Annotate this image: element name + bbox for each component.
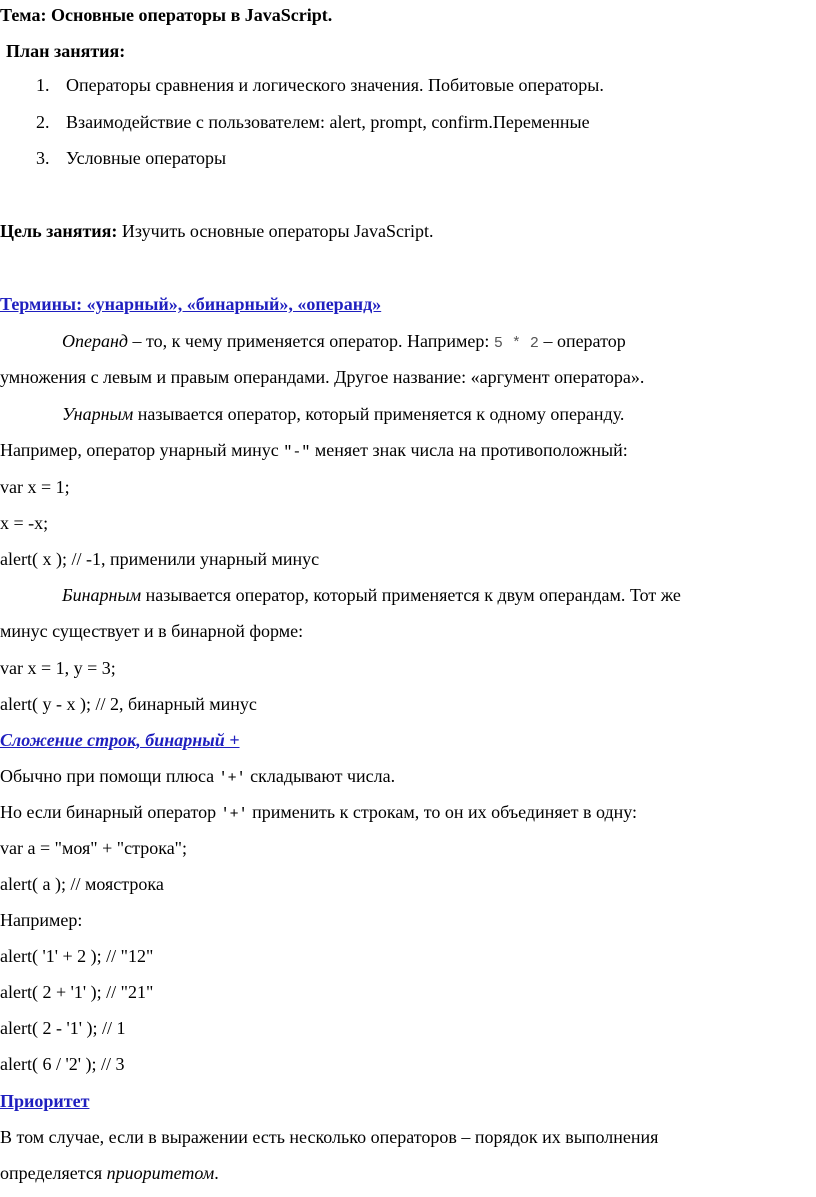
- code-line: alert( y - x ); // 2, бинарный минус: [0, 694, 257, 714]
- plan-item-3: [36, 147, 226, 169]
- plan-item-2: [36, 111, 590, 133]
- priority-line-2: [0, 1162, 219, 1184]
- priority-line-1: В том случае, если в выражении есть несколько операторов – порядок их выполнения: [0, 1127, 659, 1147]
- code-line: alert( 2 - '1' ); // 1: [0, 1018, 126, 1038]
- plan-item-text: Операторы сравнения и логического значения. Побитовые операторы.: [66, 75, 604, 95]
- plan-item-1: [36, 74, 604, 96]
- priority-text-b: .: [214, 1163, 219, 1183]
- goal-line: [0, 220, 434, 242]
- unary-text-b: меняет знак числа на противоположный:: [310, 440, 628, 460]
- code-line: var x = 1;: [0, 477, 70, 497]
- goal-label: Цель занятия:: [0, 221, 118, 241]
- unary-line-2: [0, 439, 628, 464]
- concat-heading-link[interactable]: Сложение строк, бинарный +: [0, 730, 240, 750]
- binary-term: Бинарным: [62, 585, 142, 605]
- code-line: alert( a ); // моястрока: [0, 874, 164, 894]
- terms-heading-link[interactable]: Термины: «унарный», «бинарный», «операнд»: [0, 294, 382, 314]
- unary-text-a: Например, оператор унарный минус: [0, 440, 284, 460]
- plus-code: '+': [220, 806, 248, 823]
- plus-code: '+': [218, 770, 246, 787]
- binary-text: называется оператор, который применяется к двум операндам. Тот же: [141, 585, 681, 605]
- code-line: alert( 6 / '2' ); // 3: [0, 1054, 125, 1074]
- concat-text-a: Но если бинарный оператор: [0, 802, 221, 822]
- binary-line-1: [62, 584, 681, 606]
- concat-text-b: применить к строкам, то он их объединяет в одну:: [247, 802, 638, 822]
- unary-term: Унарным: [62, 404, 134, 424]
- plan-item-text: Взаимодействие с пользователем: alert, prompt, confirm.Переменные: [66, 112, 590, 132]
- priority-heading-link[interactable]: Приоритет: [0, 1091, 90, 1111]
- concat-text-b: складывают числа.: [245, 766, 396, 786]
- plan-item-number: 3.: [36, 148, 50, 168]
- plan-title: План занятия:: [6, 41, 126, 61]
- topic-label: Тема:: [0, 5, 47, 25]
- unary-code: "-": [283, 444, 311, 461]
- concat-text-a: Обычно при помощи плюса: [0, 766, 219, 786]
- topic-line: [0, 4, 332, 26]
- goal-text: Изучить основные операторы JavaScript.: [117, 221, 434, 241]
- operand-code: 5 * 2: [493, 335, 539, 352]
- concat-line-1: [0, 765, 395, 790]
- plan-item-number: 1.: [36, 75, 50, 95]
- topic-text: Основные операторы в JavaScript.: [46, 5, 333, 25]
- plan-item-number: 2.: [36, 112, 50, 132]
- example-label: Например:: [0, 910, 83, 930]
- priority-text-a: определяется: [0, 1163, 107, 1183]
- code-line: alert( 2 + '1' ); // "21": [0, 982, 154, 1002]
- concat-line-2: [0, 801, 637, 826]
- unary-line-1: [62, 403, 624, 425]
- binary-line-2: минус существует и в бинарной форме:: [0, 621, 304, 641]
- code-line: var a = "моя" + "строка";: [0, 838, 188, 858]
- operand-line-2: умножения с левым и правым операндами. Другое название: «аргумент оператора».: [0, 367, 645, 387]
- code-line: alert( x ); // -1, применили унарный минус: [0, 549, 320, 569]
- code-line: alert( '1' + 2 ); // "12": [0, 946, 154, 966]
- plan-item-text: Условные операторы: [66, 148, 227, 168]
- operand-line-1: [62, 330, 626, 355]
- code-line: var x = 1, y = 3;: [0, 658, 116, 678]
- operand-text-2: – оператор: [538, 331, 626, 351]
- unary-text: называется оператор, который применяется к одному операнду.: [133, 404, 625, 424]
- operand-term: Операнд: [62, 331, 129, 351]
- operand-text: – то, к чему применяется оператор. Например:: [128, 331, 494, 351]
- priority-term: приоритетом: [106, 1163, 215, 1183]
- code-line: x = -x;: [0, 513, 49, 533]
